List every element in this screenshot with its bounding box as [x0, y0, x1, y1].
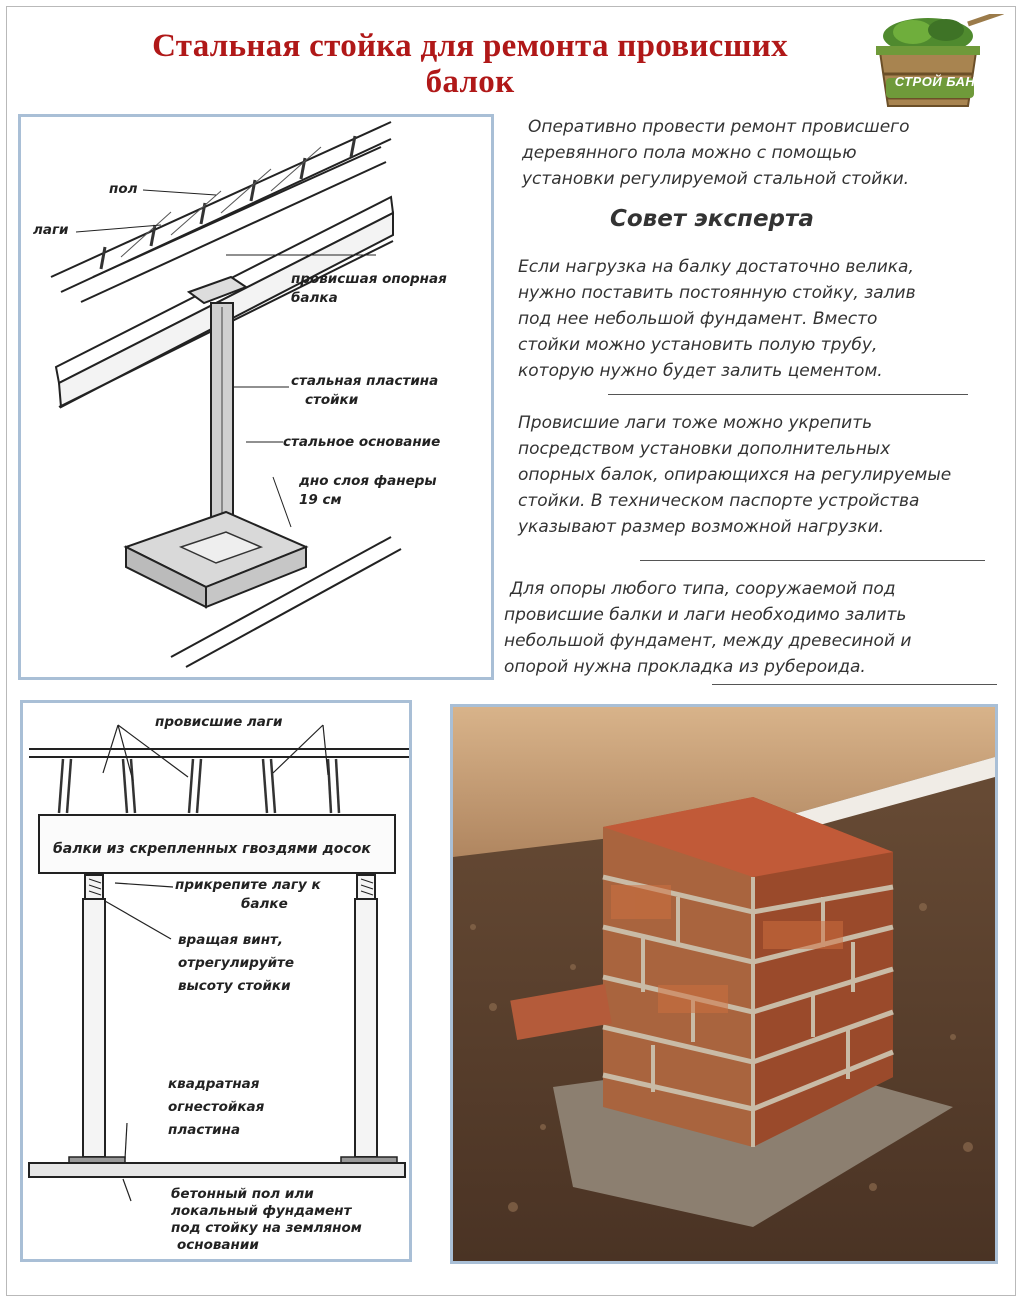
title-line-1: Стальная стойка для ремонта провисших	[152, 28, 788, 64]
divider-3	[712, 684, 997, 685]
title-line-2: балок	[425, 64, 515, 100]
label-plywood: дно слоя фанеры 19 см	[299, 473, 437, 508]
label-floor: пол	[109, 181, 138, 197]
label-concrete-floor: бетонный пол или локальный фундамент под стойку на земляном основании	[171, 1186, 362, 1253]
photo-frame	[450, 704, 998, 1264]
label-nailed-beams: балки из скрепленных гвоздями досок	[53, 841, 371, 857]
label-steel-plate: стальная пластина стойки	[291, 373, 439, 408]
divider-1	[608, 394, 968, 395]
label-sagging-joists: провисшие лаги	[155, 714, 283, 730]
page-title	[60, 28, 880, 100]
divider-2	[640, 560, 985, 561]
label-joists: лаги	[33, 222, 69, 238]
bath-bucket-logo-icon	[858, 14, 1008, 110]
expert-heading: Совет эксперта	[610, 206, 814, 232]
diagram-frame-bottom	[20, 700, 412, 1262]
logo-text: СТРОЙ БАНЯ	[894, 74, 986, 89]
label-fireproof-plate: квадратная огнестойкая пластина	[168, 1076, 265, 1138]
label-attach-joist: прикрепите лагу к балке	[175, 877, 321, 912]
label-sagging-beam: провисшая опорная балка	[291, 271, 447, 306]
diagram-frame-top	[18, 114, 494, 680]
label-steel-base: стальное основание	[283, 434, 441, 450]
expert-paragraph-3: Для опоры любого типа, сооружаемой под провисшие балки и лаги необходимо залить небольшой фундамент, между древесиной и опорой нужна прокладка из рубероида.	[504, 579, 912, 677]
expert-paragraph-2: Провисшие лаги тоже можно укрепить посредством установки дополнительных опорных балок, опирающихся на регулируемые стойки. В техническом паспорте устройства указывают размер возможной нагрузки.	[518, 413, 952, 537]
expert-paragraph-1: Если нагрузка на балку достаточно велика, нужно поставить постоянную стойку, залив под нее небольшой фундамент. Вместо стойки можно установить полую трубу, которую нужно будет залить цементом.	[518, 257, 916, 381]
label-adjust-screw: вращая винт, отрегулируйте высоту стойки	[178, 932, 295, 994]
intro-paragraph: Оперативно провести ремонт провисшего деревянного пола можно с помощью установки регулируемой стальной стойки.	[522, 117, 910, 189]
brick-pillar-photo	[453, 707, 995, 1261]
